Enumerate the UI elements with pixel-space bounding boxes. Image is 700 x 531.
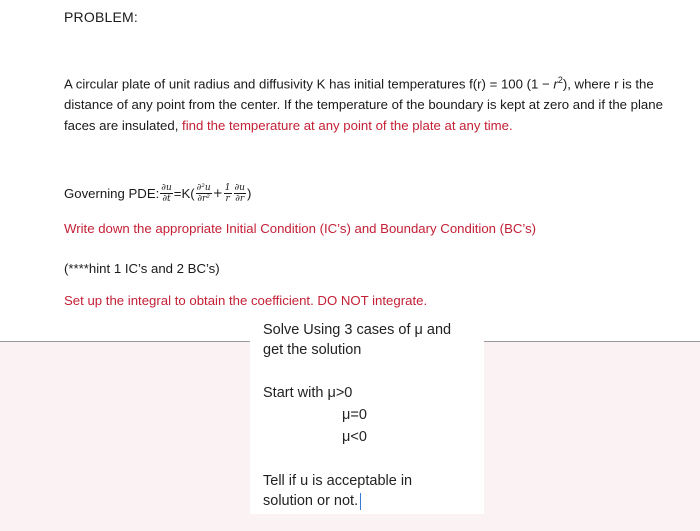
note-line-4: μ=0 xyxy=(342,407,367,423)
instruction-setup: Set up the integral to obtain the coefficient. DO NOT integrate. xyxy=(64,293,428,308)
du-numerator-2: ∂u xyxy=(234,182,245,193)
r-denominator: r xyxy=(225,193,230,204)
du-dt-fraction xyxy=(160,183,172,204)
note-line-7 xyxy=(263,491,361,511)
section-divider-left xyxy=(0,341,250,342)
one-over-r-fraction xyxy=(224,183,232,204)
text-cursor xyxy=(360,493,361,510)
problem-exponent: 2 xyxy=(557,75,563,85)
page-title: PROBLEM: xyxy=(64,9,138,25)
du-numerator: ∂u xyxy=(161,182,172,193)
du-dr-fraction xyxy=(234,183,246,204)
problem-task: find the temperature at any point of the plate at any time. xyxy=(182,118,513,134)
note-line-5: μ<0 xyxy=(342,429,367,445)
pde-label: Governing PDE: xyxy=(64,185,160,201)
note-line-3: Start with μ>0 xyxy=(263,385,353,401)
pde-equals-k: =K( xyxy=(173,185,195,201)
instruction-ic-bc: Write down the appropriate Initial Condition (IC’s) and Boundary Condition (BC’s) xyxy=(64,221,537,236)
note-line-1: Solve Using 3 cases of μ and xyxy=(263,322,452,338)
d2u-numerator: ∂²u xyxy=(196,182,211,193)
problem-r: r xyxy=(553,76,558,92)
pde-plus: + xyxy=(212,186,223,200)
note-line-7-text: solution or not. xyxy=(263,493,359,509)
note-line-2: get the solution xyxy=(263,342,362,358)
problem-statement xyxy=(64,70,664,136)
problem-text-a: A circular plate of unit radius and diffusivity K has initial temperatures f(r) = 100 (1 − xyxy=(64,76,554,92)
dr2-denominator: ∂r² xyxy=(197,193,210,204)
dt-denominator: ∂t xyxy=(162,193,171,204)
pde-close-paren: ) xyxy=(246,185,252,201)
section-divider-right xyxy=(484,341,700,342)
dr-denominator: ∂r xyxy=(235,193,245,204)
d2u-dr2-fraction xyxy=(196,183,212,204)
hint-text: (****hint 1 IC’s and 2 BC’s) xyxy=(64,261,220,276)
note-line-6: Tell if u is acceptable in xyxy=(263,473,413,489)
one-numerator: 1 xyxy=(224,182,231,193)
problem-text-b: ), where r is the distance of any point from the center. If the temperature of the boundary is kept at zero and if the plane faces are insulated, xyxy=(64,76,663,134)
governing-pde xyxy=(64,179,251,207)
